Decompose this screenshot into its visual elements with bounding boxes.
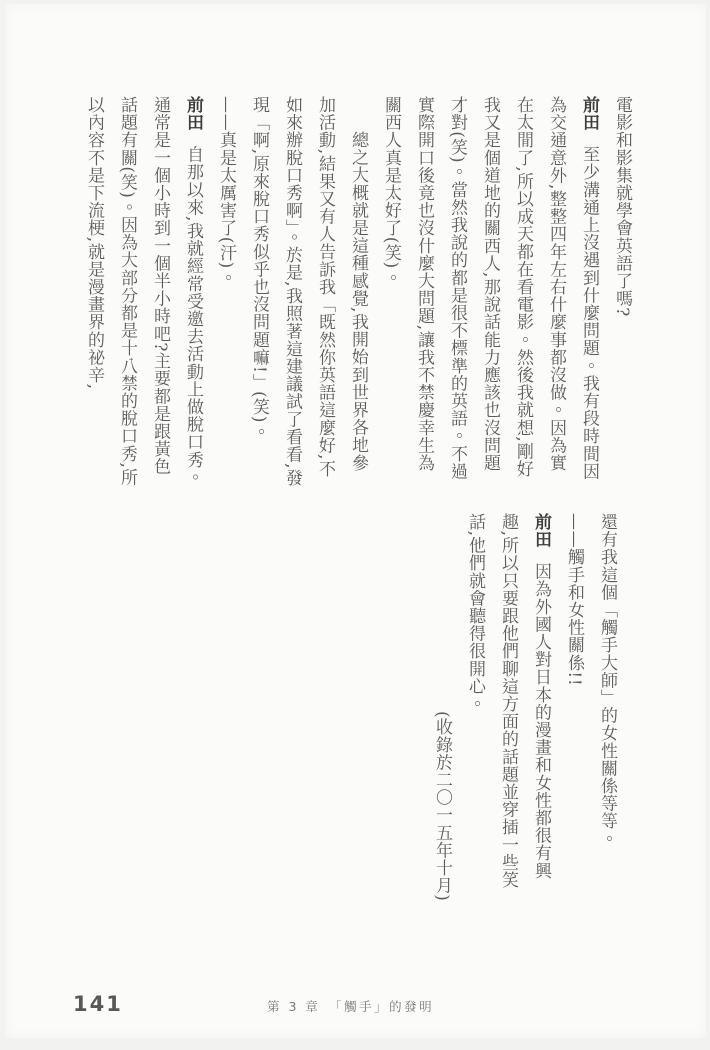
text-band-top xyxy=(77,96,638,488)
speaker-label: 前田 xyxy=(531,513,551,549)
footer-chapter-title: 第 3 章 「觸手」的發明 xyxy=(267,999,435,1014)
speaker-label: 前田 xyxy=(183,96,203,132)
answer-text: 因為外國人對日本的漫畫和女性都很有興趣,所以只要跟他們聊這方面的話題並穿插一些笑話,他們就會聽得很開心。 xyxy=(465,513,551,889)
interviewer-question: ——觸手和女性關係!! xyxy=(564,513,584,687)
text-band-bottom xyxy=(425,513,623,901)
speaker-label: 前田 xyxy=(579,96,599,132)
answer-text: 自那以來,我就經常受邀去活動上做脫口秀。通常是一個小時到一個半小時吧?主要都是跟黃色話題有關(笑)。因為大部分都是十八禁的脫口秀,所以內容不是下流梗,就是漫畫界的祕辛, xyxy=(84,96,203,487)
answer-paragraph xyxy=(374,96,605,488)
answer-paragraph: 總之大概就是這種感覺,我開始到世界各地參加活動,結果又有人告訴我「既然你英語這麼好,不如來辦脫口秀啊」。於是,我照著這建議試了看看,發現「啊,原來脫口秀似乎也沒問題嘛!」(笑)。 xyxy=(249,96,368,487)
answer-paragraph xyxy=(458,513,557,901)
answer-text: 至少溝通上沒遇到什麼問題。我有段時間因為交通意外,整整四年左右什麼事都沒做。因為實在太閒了,所以成天都在看電影。然後我就想,剛好我又是個道地的關西人,那說話能力應該也沒問題才對(笑)。當然我說的都是很不標準的英語。不過實際開口後竟也沒什麼大問題,讓我不禁慶幸生為關西人真是太好了(笑)。 xyxy=(381,96,599,481)
recording-date-note: (收錄於二〇一五年十月) xyxy=(432,710,452,901)
interviewer-question: ——真是太厲害了(汗)。 xyxy=(216,96,236,287)
interviewer-question-continued: 電影和影集就學會英語了嗎? xyxy=(612,96,632,317)
page-background xyxy=(5,4,706,1038)
footer-page-number: 141 xyxy=(73,992,123,1016)
answer-text-continued: 還有我這個「觸手大師」的女性關係等等。 xyxy=(597,513,617,848)
answer-paragraph xyxy=(77,96,209,488)
